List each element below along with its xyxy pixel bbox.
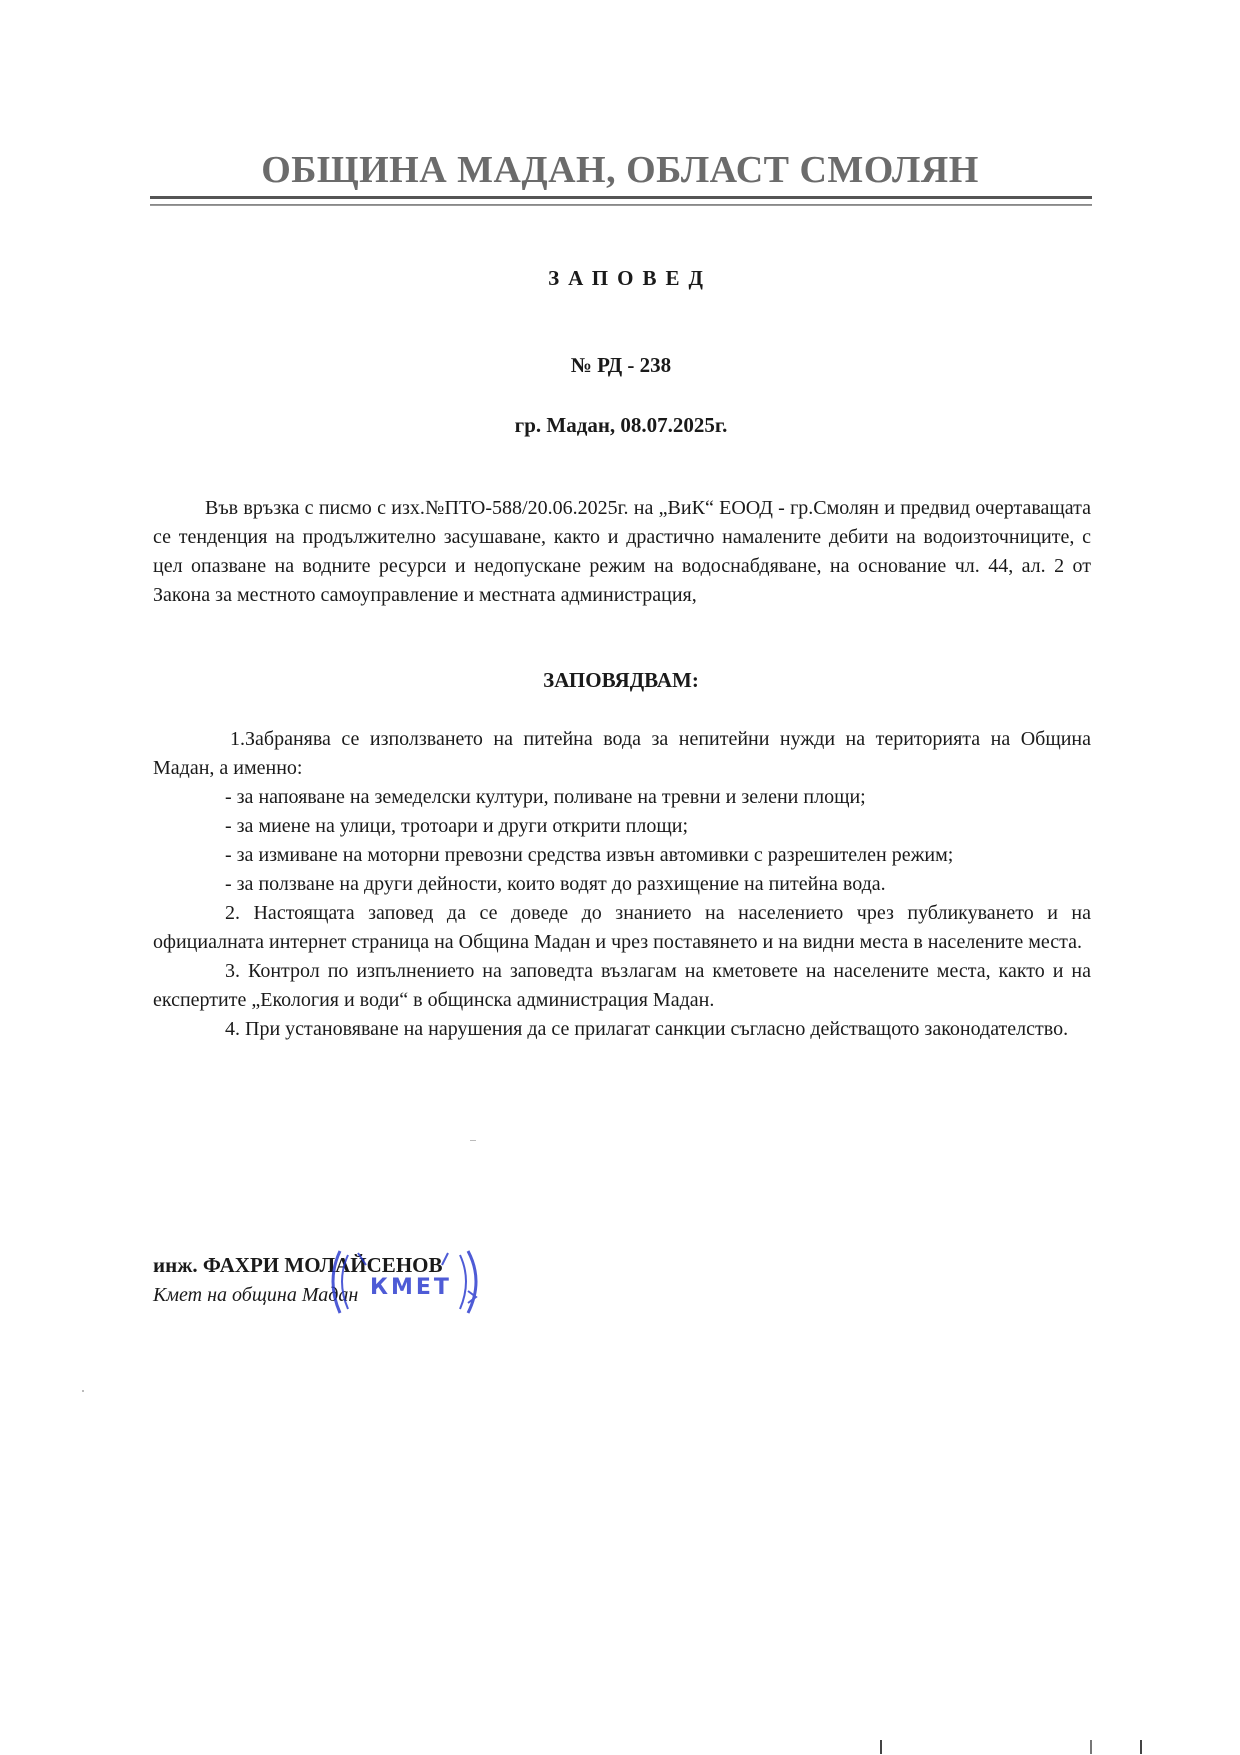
- order-heading: ЗАПОВЯДВАМ:: [543, 668, 699, 692]
- order-subitem-street-washing: - за миене на улици, тротоари и други открити площи;: [225, 815, 689, 837]
- order-item-3: 3. Контрол по изпълнението на заповедта възлагам на кметовете на населените места, както и на експертите „Екология и води“ в общинска администрация Мадан.: [153, 960, 1091, 1011]
- scan-speck: [82, 1390, 84, 1392]
- document-type: ЗАПОВЕД: [548, 266, 712, 290]
- document-place-date: гр. Мадан, 08.07.2025г.: [514, 413, 728, 437]
- order-subitem-other-activities: - за ползване на други дейности, които водят до разхищение на питейна вода.: [225, 873, 886, 895]
- scan-edge-mark: [1140, 1740, 1142, 1754]
- header-divider-thin: [150, 205, 1092, 206]
- preamble-paragraph: Във връзка с писмо с изх.№ПТО-588/20.06.2025г. на „ВиК“ ЕООД - гр.Смолян и предвид очертаващата се тенденция на продължително засушаване, както и драстично намалените дебити на водоизточниците, с цел опазване на водните ресурси и недопускане режим на водоснабдяване, на основание чл. 44, ал. 2 от Закона за местното самоуправление и местната администрация,: [153, 497, 1091, 606]
- scan-edge-mark: [1090, 1740, 1092, 1754]
- signer-name: инж. ФАХРИ МОЛАЙСЕНОВ: [153, 1253, 443, 1277]
- organization-title: ОБЩИНА МАДАН, ОБЛАСТ СМОЛЯН: [261, 149, 979, 191]
- order-subitem-irrigation: - за напояване на земеделски култури, поливане на тревни и зелени площи;: [225, 786, 866, 808]
- order-item-4: 4. При установяване на нарушения да се прилагат санкции съгласно действащото законодателство.: [225, 1018, 1069, 1040]
- stamp-text: КМЕТ: [370, 1275, 452, 1300]
- scan-edge-mark: [880, 1740, 882, 1754]
- document-number: № РД - 238: [570, 353, 672, 377]
- scan-speck: [470, 1140, 476, 1141]
- order-items: [153, 725, 1091, 1044]
- order-item-1: 1.Забранява се използването на питейна вода за непитейни нужди на територията на Община Мадан, а именно:: [153, 728, 1091, 779]
- order-subitem-vehicle-washing: - за измиване на моторни превозни средства извън автомивки с разрешителен режим;: [225, 844, 954, 866]
- order-item-2: 2. Настоящата заповед да се доведе до знанието на населението чрез публикуването и на официалната интернет страница на Община Мадан и чрез поставянето и на видни места в населените места.: [153, 902, 1091, 953]
- signer-title: Кмет на община Мадан: [153, 1284, 359, 1306]
- official-stamp: [318, 1245, 498, 1317]
